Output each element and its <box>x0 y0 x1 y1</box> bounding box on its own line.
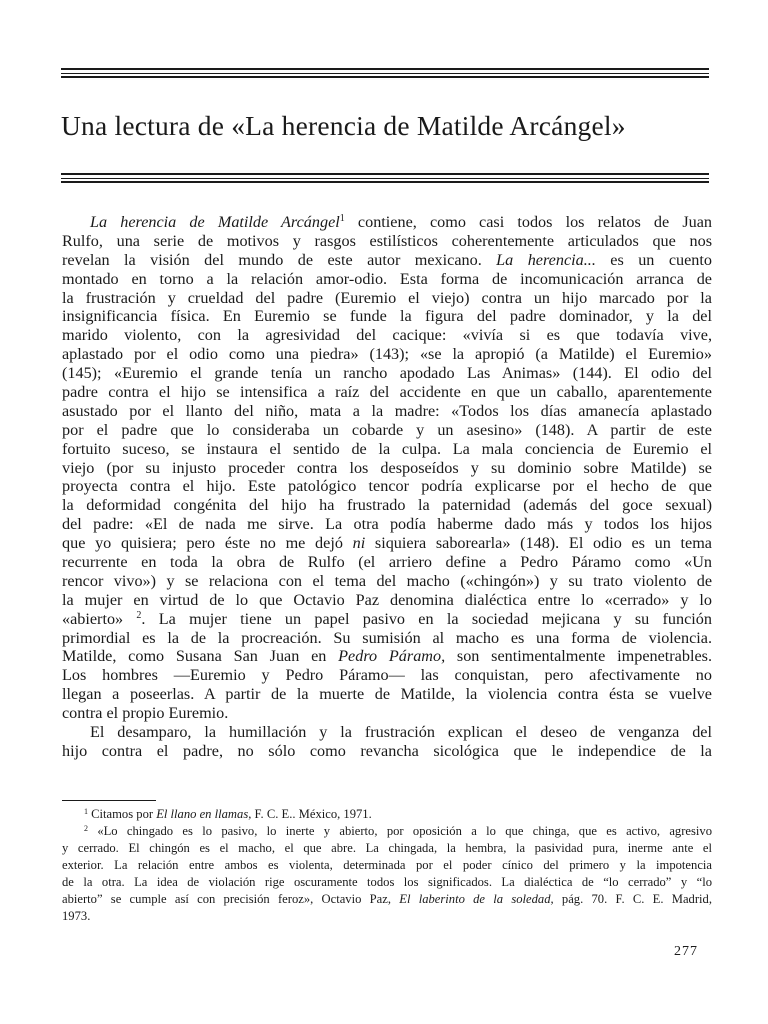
body-line <box>62 515 712 534</box>
text-run: padre contra el hijo se intensifica a raíz del accidente en que un caballo, aparentemente <box>62 383 712 402</box>
footnote-ref: 1 <box>84 807 88 816</box>
article-title: Una lectura de «La herencia de Matilde Arcángel» <box>61 110 626 141</box>
footnote-separator <box>62 800 156 801</box>
text-run: recurrente en toda la obra de Rulfo (el arriero define a Pedro Páramo como «Un <box>62 553 712 572</box>
text-run: proyecta contra el hijo. Este patológico tencor podría explicarse por el hecho de que <box>62 477 712 496</box>
italic-text: La herencia... <box>496 250 596 269</box>
body-line <box>62 440 712 459</box>
footnote-line <box>62 806 712 823</box>
article-body <box>62 213 712 761</box>
body-line <box>62 704 712 723</box>
footnote-line <box>62 857 712 874</box>
body-line <box>62 591 712 610</box>
body-line <box>62 742 712 761</box>
body-line <box>62 647 712 666</box>
italic-text: La herencia de Matilde Arcángel <box>90 213 340 231</box>
body-line <box>62 383 712 402</box>
text-run: pág. 70. F. C. E. Madrid, <box>553 892 712 906</box>
text-run: la deformidad congénita del hijo ha frustrado la paternidad (además del goce sexual) <box>62 496 712 515</box>
footnote-line <box>62 840 712 857</box>
text-run: primordial es la de la procreación. Su sumisión al macho es una forma de violencia. <box>62 628 712 647</box>
body-line <box>62 459 712 478</box>
body-line <box>62 402 712 421</box>
text-run: marido violento, con la agresividad del cacique: «vivía si es que todavía vive, <box>62 326 712 345</box>
text-run: Los hombres —Euremio y Pedro Páramo— las conquistan, pero afectivamente no <box>62 666 712 685</box>
text-run: aplastado por el odio como una piedra» (143); «se la apropió (a Matilde) el Euremio» <box>62 345 712 364</box>
text-run: viejo (por su injusto proceder contra los desposeídos y su dominio sobre Matilde) se <box>62 458 712 477</box>
footnote-line <box>62 874 712 891</box>
text-run: revelan la visión del mundo de este autor mexicano. <box>62 250 497 269</box>
body-line <box>62 610 712 629</box>
body-line <box>62 629 712 648</box>
body-line <box>62 534 712 553</box>
text-run: de la otra. La idea de violación rige oscuramente todos los significados. La dialéctica de “lo cerrado” y “lo <box>62 875 712 889</box>
text-run: abierto” se cumple así con precisión feroz», Octavio Paz, <box>62 892 400 906</box>
body-line <box>62 345 712 364</box>
footnote-line <box>62 823 712 840</box>
text-run: . La mujer tiene un papel pasivo en la sociedad mejicana y su función <box>141 609 712 628</box>
italic-text: ni <box>352 534 366 553</box>
text-run: 1973. <box>62 909 91 923</box>
italic-text: El llano en llamas, <box>156 807 252 821</box>
body-line <box>62 270 712 289</box>
text-run: llegan a poseerlas. A partir de la muerte de Matilde, la violencia contra ésta se vuelve <box>62 685 712 704</box>
body-line <box>62 213 712 232</box>
text-run: Matilde, como Susana San Juan en <box>62 647 339 666</box>
text-run: asustado por el llanto del niño, mata a la madre: «Todos los días amanecía aplastado <box>62 401 712 420</box>
body-line <box>62 666 712 685</box>
italic-text: El laberinto de la soledad, <box>399 892 554 906</box>
text-run: que yo quisiera; pero éste no me dejó <box>62 534 353 553</box>
text-run: montado en torno a la relación amor-odio. Esta forma de incomunicación arranca de <box>62 269 712 288</box>
text-run: del padre: «El de nada me sirve. La otra podía haberme dado más y todos los hijos <box>62 515 712 534</box>
text-run: rencor vivo») y se relaciona con el tema del macho («chingón») y su trato violento de <box>62 571 712 590</box>
body-line <box>62 326 712 345</box>
italic-text: Pedro Páramo, <box>338 647 446 666</box>
text-run: son sentimentalmente impenetrables. <box>445 647 712 666</box>
footnote-ref: 2 <box>84 824 88 833</box>
text-run: contra el propio Euremio. <box>62 704 229 723</box>
text-run: y cerrado. El chingón es el macho, el que abre. La chingada, la hembra, la pasividad pura, inerme ante el <box>62 841 712 855</box>
text-run: hijo contra el padre, no sólo como revancha sicológica que le independice de la <box>62 741 712 760</box>
body-line <box>62 723 712 742</box>
body-line <box>62 421 712 440</box>
text-run: Citamos por <box>88 807 157 821</box>
text-run: la frustración y crueldad del padre (Euremio el viejo) contra un hijo marcado por la <box>62 288 712 307</box>
body-line <box>62 251 712 270</box>
text-run: la mujer en virtud de lo que Octavio Paz denomina dialéctica entre lo «cerrado» y lo <box>62 590 712 609</box>
footnote-ref: 1 <box>339 213 345 224</box>
body-line <box>62 364 712 383</box>
text-run: Rulfo, una serie de motivos y rasgos estilísticos coherentemente articulados que nos <box>62 231 712 250</box>
text-run: «abierto» <box>62 609 137 628</box>
body-line <box>62 232 712 251</box>
title-top-rules <box>61 68 709 80</box>
text-run: por el padre que lo consideraba un cobarde y un asesino» (148). A partir de este <box>62 420 712 439</box>
footnote-line <box>62 891 712 908</box>
text-run: exterior. La relación entre ambos es violenta, determinada por el poder cínico del primero y la impotencia <box>62 858 712 872</box>
page-number: 277 <box>674 944 698 959</box>
text-run: siquiera saborearla» (148). El odio es un tema <box>365 534 712 553</box>
body-line <box>62 307 712 326</box>
footnote-line <box>62 908 712 925</box>
body-line <box>62 477 712 496</box>
title-bottom-rules <box>61 173 709 185</box>
body-line <box>62 289 712 308</box>
footnote-ref: 2 <box>136 609 142 621</box>
body-line <box>62 572 712 591</box>
body-line <box>62 685 712 704</box>
text-run: insignificancia física. En Euremio se funde la figura del padre dominador, y la del <box>62 307 712 326</box>
text-run: «Lo chingado es lo pasivo, lo inerte y abierto, por oposición a lo que chinga, que es activo, agresivo <box>88 824 712 838</box>
text-run: contiene, como casi todos los relatos de Juan <box>344 213 713 231</box>
text-run: fortuito suceso, se instaura el sentido de la culpa. La mala conciencia de Euremio el <box>62 439 712 458</box>
body-line <box>62 553 712 572</box>
footnotes <box>62 806 712 925</box>
text-run: F. C. E.. México, 1971. <box>251 807 372 821</box>
text-run: (145); «Euremio el grande tenía un rancho apodado Las Animas» (144). El odio del <box>62 364 712 383</box>
text-run: El desamparo, la humillación y la frustración explican el deseo de venganza del <box>90 723 712 742</box>
body-line <box>62 496 712 515</box>
text-run: es un cuento <box>595 250 712 269</box>
